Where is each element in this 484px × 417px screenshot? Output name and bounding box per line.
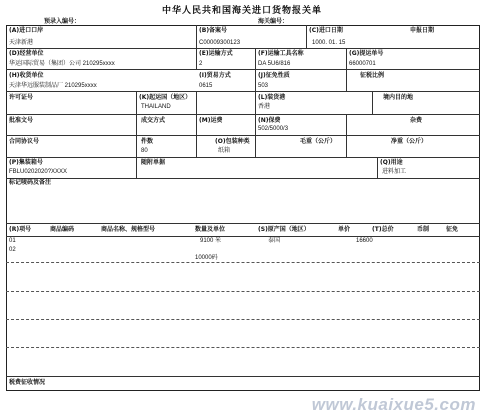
deal-mode-label: 成交方式 [141, 117, 166, 124]
goods-levy-header: 征免 [446, 226, 459, 233]
loading-port-label: (L)装货港 [258, 94, 286, 101]
import-date-label: (C)进口日期 [309, 27, 343, 34]
form-title: 中华人民共和国海关进口货物报关单 [161, 6, 322, 16]
column-divider [255, 48, 256, 91]
import-port-value: 天津新港 [9, 40, 34, 46]
loading-port-value: 香港 [258, 104, 271, 110]
column-divider [136, 91, 137, 135]
trade-mode-value: 0615 [199, 83, 213, 89]
package-type-label: (O)包装种类 [215, 138, 250, 145]
levy-nature-label: (J)征免性质 [258, 72, 290, 79]
vessel-name-label: (F)运输工具名称 [258, 50, 304, 57]
origin-country-value: THAILAND [141, 104, 171, 110]
goods-row1-country: 泰国 [268, 238, 281, 244]
insurance-value: 502/5000/3 [258, 126, 289, 132]
row-divider [6, 223, 480, 224]
consignee-label: (H)收货单位 [9, 72, 44, 79]
goods-row-divider [6, 291, 480, 292]
consignee-value: 天津华远服装制品厂 210295xxxx [9, 83, 97, 89]
insurance-label: (N)保费 [258, 117, 281, 124]
row-divider [6, 135, 480, 136]
row-divider [6, 236, 480, 237]
container-number-label: (P)集装箱号 [9, 159, 43, 166]
usage-value: 进料加工 [382, 169, 407, 175]
usage-label: (Q)用途 [380, 159, 403, 166]
row-divider [6, 114, 480, 115]
bill-of-lading-label: (G)提运单号 [349, 50, 384, 57]
column-divider [377, 157, 378, 178]
vessel-name-value: DA 5U6/816 [258, 61, 291, 67]
contract-number-label: 合同协议号 [9, 138, 40, 145]
trade-mode-label: (I)贸易方式 [199, 72, 231, 79]
column-divider [136, 157, 137, 178]
goods-name-header: 商品名称、规格型号 [101, 226, 156, 233]
approval-number-label: 批准文号 [9, 117, 34, 124]
goods-row-divider [6, 262, 480, 263]
gross-weight-label: 毛重（公斤） [300, 138, 337, 145]
goods-code-header: 商品编码 [50, 226, 75, 233]
customs-number-label: 海关编号： [258, 18, 289, 25]
column-divider [346, 48, 347, 91]
tax-collection-label: 税费征收情况 [9, 379, 46, 386]
goods-currency-header: 币制 [417, 226, 430, 233]
site-watermark: www.kuaixue5.com [311, 395, 476, 414]
freight-label: (M)运费 [199, 117, 223, 124]
column-divider [372, 91, 373, 114]
column-divider [136, 135, 137, 157]
goods-row1-item-no: 01 [9, 238, 16, 244]
declare-date-label: 申报日期 [410, 27, 435, 34]
row-divider [6, 157, 480, 158]
goods-price-header: 单价 [338, 226, 351, 233]
column-divider [306, 25, 307, 48]
container-number-value: FBLU0202020?XXXX [9, 169, 68, 175]
goods-total-header: (T)总价 [372, 226, 394, 233]
origin-country-label: (K)起运国（地区） [139, 94, 192, 101]
record-number-label: (B)备案号 [199, 27, 228, 34]
goods-row-divider [6, 347, 480, 348]
column-divider [255, 91, 256, 157]
row-divider [6, 48, 480, 49]
marks-remarks-label: 标记唛码及备注 [9, 179, 52, 186]
row-divider [6, 178, 480, 179]
destination-label: 境内目的地 [383, 94, 414, 101]
operator-value: 华运国际贸易（集团）公司 210295xxxx [9, 61, 115, 67]
pieces-value: 80 [141, 148, 148, 154]
goods-row2-item-no: 02 [9, 247, 16, 253]
license-number-label: 许可证号 [9, 94, 34, 101]
record-number-value: C00009300123 [199, 40, 241, 46]
column-divider [196, 25, 197, 69]
goods-row1-total: 16600 [356, 238, 373, 244]
column-divider [196, 91, 197, 157]
column-divider [346, 114, 347, 157]
operator-label: (D)经营单位 [9, 50, 44, 57]
misc-fee-label: 杂费 [410, 117, 423, 124]
row-divider [6, 69, 480, 70]
form-frame [6, 25, 480, 391]
goods-country-header: (S)原产国（地区） [258, 226, 310, 233]
goods-row-divider [6, 319, 480, 320]
bill-of-lading-value: 66000701 [349, 61, 376, 67]
package-type-value: 纸箱 [218, 148, 231, 154]
goods-row2-quantity: 10000码 [195, 255, 218, 261]
goods-row1-quantity: 9100 米 [200, 238, 222, 244]
row-divider [6, 376, 480, 377]
tax-ratio-label: 征税比例 [360, 72, 385, 79]
import-port-label: (A)进口口岸 [9, 27, 44, 34]
transport-mode-value: 2 [199, 61, 203, 67]
levy-nature-value: 503 [258, 83, 269, 89]
goods-qty-header: 数量及单位 [195, 226, 226, 233]
preentry-number-label: 预录入编号： [44, 18, 81, 25]
pieces-label: 件数 [141, 138, 154, 145]
net-weight-label: 净重（公斤） [391, 138, 428, 145]
transport-mode-label: (E)运输方式 [199, 50, 233, 57]
row-divider [6, 91, 480, 92]
import-date-value: 1000. 01. 15 [312, 40, 346, 46]
attached-docs-label: 随附单据 [141, 159, 166, 166]
goods-item-no-header: (R)项号 [9, 226, 32, 233]
